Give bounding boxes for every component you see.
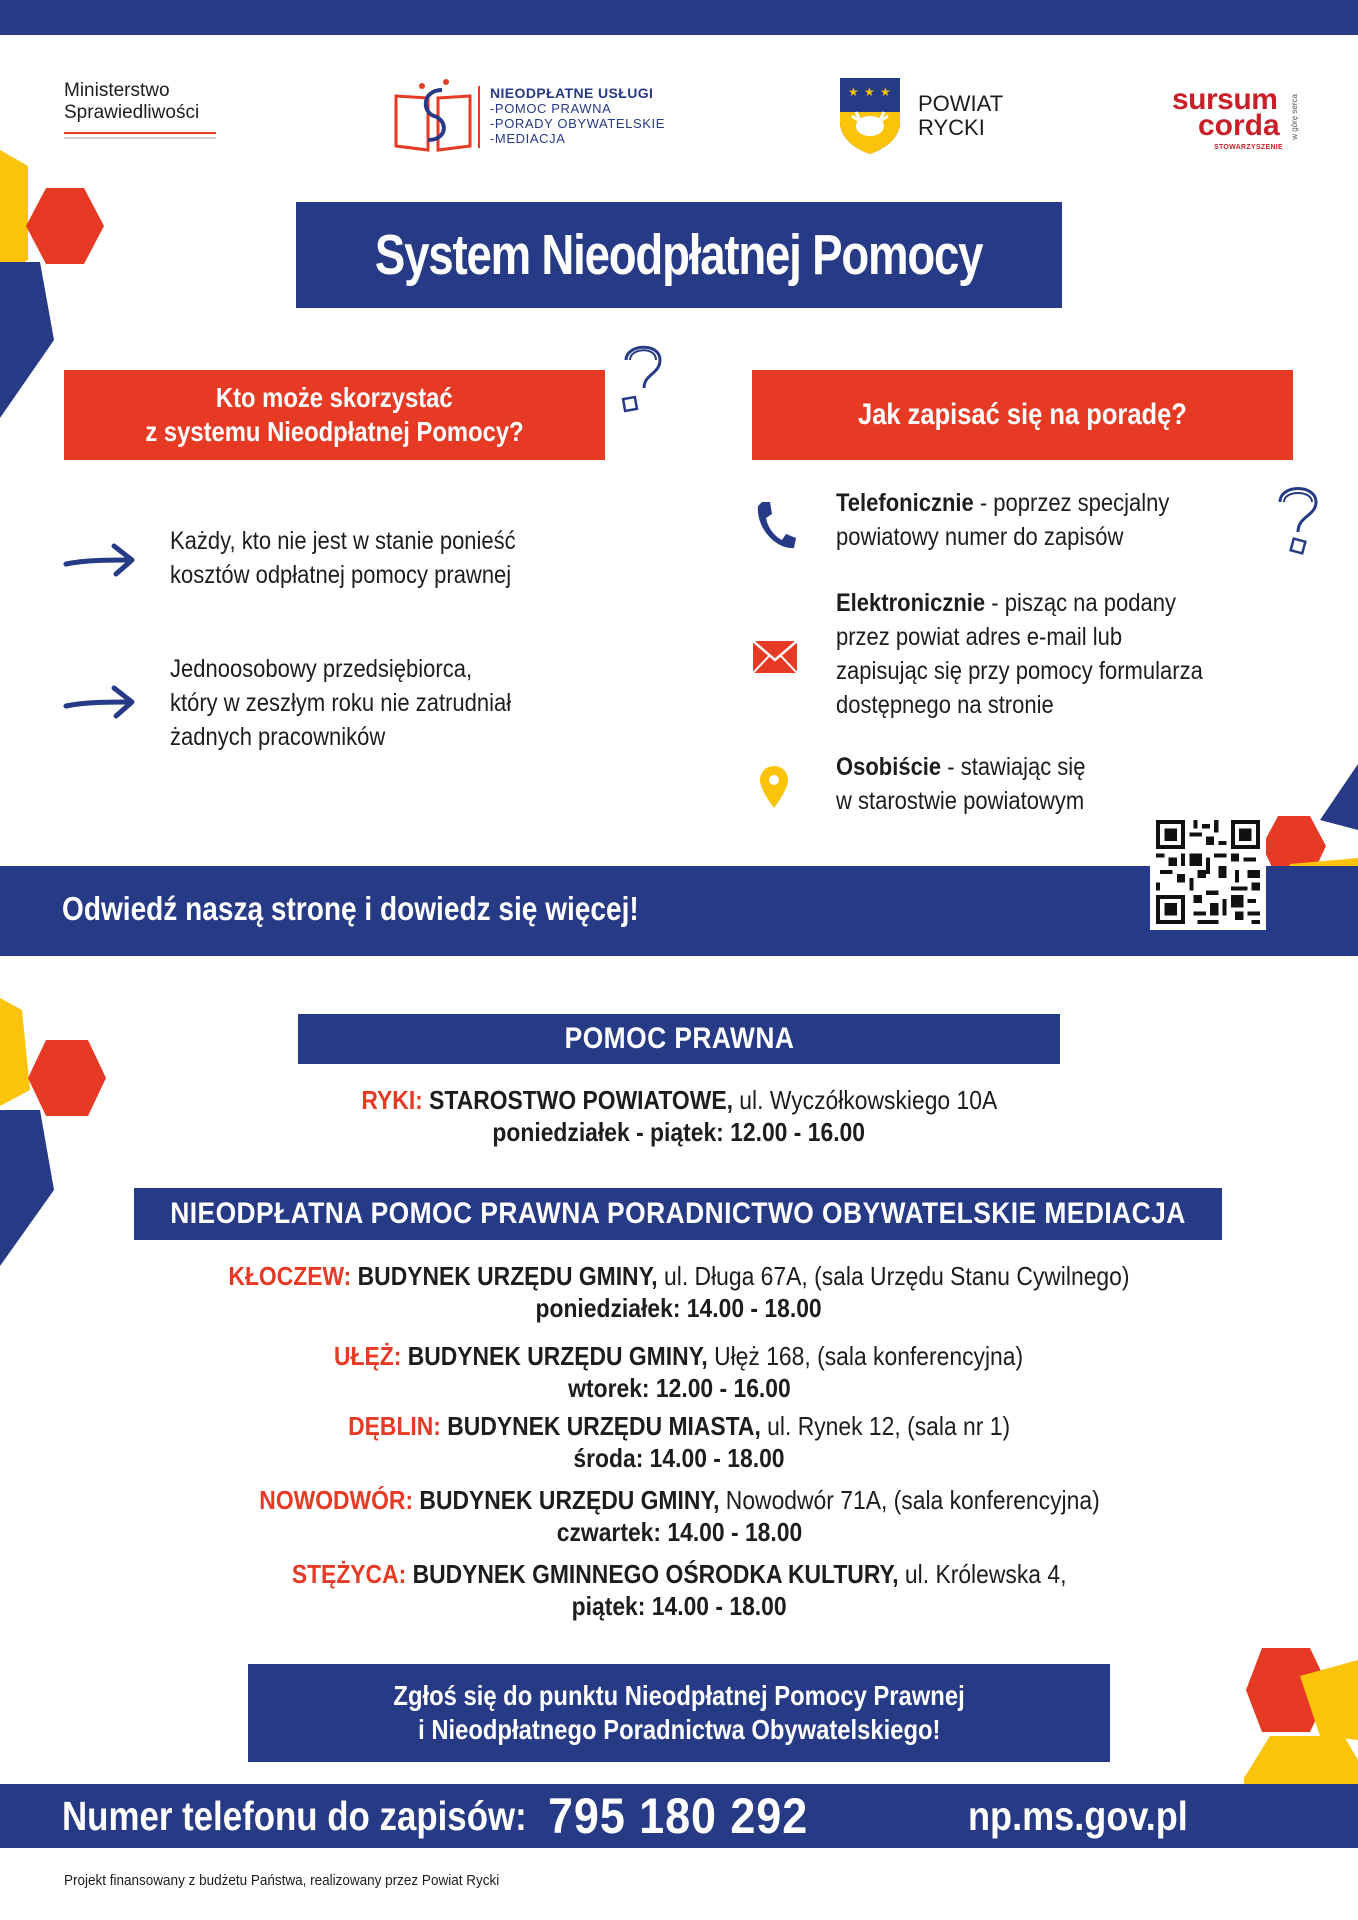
nowodwor-location	[0, 1484, 1358, 1516]
powiat-crest-icon	[838, 76, 902, 154]
how-item-3-bold: Osobiście	[836, 753, 942, 781]
ministry-logo	[64, 80, 224, 142]
powiat-logo-line2: RYCKI	[918, 115, 985, 140]
stezyca-hours	[0, 1590, 1358, 1622]
location-city: RYKI:	[361, 1085, 423, 1115]
how-item-email	[836, 586, 1253, 722]
kloczew-location	[0, 1260, 1358, 1292]
question-mark-icon	[616, 340, 672, 416]
how-to-register-header	[752, 370, 1293, 460]
npp-book-icon	[392, 76, 474, 156]
who-item-2-line1: Jednoosobowy przedsiębiorca,	[170, 655, 473, 683]
ministry-flag-bars	[64, 132, 216, 139]
location-building: BUDYNEK URZĘDU GMINY,	[401, 1341, 709, 1371]
how-item-3-line1: - stawiając się	[941, 753, 1086, 781]
location-hours: czwartek: 14.00 - 18.00	[556, 1517, 802, 1547]
npp-logo	[392, 76, 682, 156]
location-address: Ułęż 168, (sala konferencyjna)	[708, 1341, 1024, 1371]
ministry-logo-line1: Ministerstwo	[64, 80, 170, 101]
who-can-use-header	[64, 370, 605, 460]
uleż-location	[0, 1340, 1358, 1372]
location-address: ul. Długa 67A, (sala Urzędu Stanu Cywilnego)	[657, 1261, 1130, 1291]
qr-code[interactable]	[1150, 814, 1266, 930]
uleż-hours	[0, 1372, 1358, 1404]
nieodplatna-header-text: NIEODPŁATNA POMOC PRAWNA PORADNICTWO OBYWATELSKIE MEDIACJA	[170, 1197, 1186, 1230]
location-building: BUDYNEK URZĘDU GMINY,	[351, 1261, 658, 1291]
pomoc-prawna-header-text: POMOC PRAWNA	[564, 1022, 794, 1055]
how-item-2-line4: dostępnego na stronie	[836, 691, 1054, 719]
location-hours: poniedziałek - piątek: 12.00 - 16.00	[492, 1117, 866, 1147]
who-item-2	[170, 652, 558, 754]
powiat-logo-line1: POWIAT	[918, 91, 1004, 116]
how-item-1-line2: powiatowy numer do zapisów	[836, 523, 1124, 551]
nowodwor-hours	[0, 1516, 1358, 1548]
website-link-text: np.ms.gov.pl	[968, 1793, 1188, 1839]
ryki-hours	[0, 1116, 1358, 1148]
sursum-logo-line1: sursum	[1172, 83, 1278, 116]
ministry-logo-line2: Sprawiedliwości	[64, 102, 200, 123]
location-pin-icon	[758, 764, 790, 810]
location-hours: piątek: 14.00 - 18.00	[571, 1591, 787, 1621]
how-item-2-bold: Elektronicznie	[836, 589, 986, 617]
kloczew-hours	[0, 1292, 1358, 1324]
svg-text:★: ★	[864, 85, 875, 99]
location-city: DĘBLIN:	[348, 1411, 441, 1441]
cta-line1: Zgłoś się do punktu Nieodpłatnej Pomocy Prawnej	[393, 1680, 965, 1711]
sursum-logo-line3: STOWARZYSZENIE	[1214, 144, 1284, 151]
how-item-2-line2: przez powiat adres e-mail lub	[836, 623, 1123, 651]
phone-label-text: Numer telefonu do zapisów:	[62, 1793, 527, 1839]
location-building: BUDYNEK URZĘDU GMINY,	[412, 1485, 719, 1515]
how-item-1-line1: - poprzez specjalny	[973, 489, 1170, 517]
how-item-personal	[836, 750, 1119, 818]
deblin-hours	[0, 1442, 1358, 1474]
footer-note	[64, 1872, 548, 1889]
svg-text:★: ★	[848, 85, 859, 99]
nieodplatna-header	[134, 1188, 1222, 1240]
npp-logo-text	[490, 86, 665, 146]
who-item-1-line2: kosztów odpłatnej pomocy prawnej	[170, 561, 512, 589]
phone-icon	[752, 498, 796, 552]
npp-separator	[478, 86, 480, 148]
how-item-2-line1: - pisząc na podany	[985, 589, 1176, 617]
svg-text:★: ★	[880, 85, 891, 99]
envelope-icon	[752, 640, 798, 674]
website-strip-text	[62, 890, 741, 928]
ryki-location	[0, 1084, 1358, 1116]
who-item-1	[170, 524, 563, 592]
location-building: BUDYNEK GMINNEGO OŚRODKA KULTURY,	[406, 1559, 899, 1589]
page-title: System Nieodpłatnej Pomocy	[375, 223, 983, 287]
who-item-2-line3: żadnych pracowników	[170, 723, 386, 751]
qr-code-icon	[1156, 820, 1260, 924]
npp-logo-line4: -MEDIACJA	[490, 131, 566, 146]
location-hours: poniedziałek: 14.00 - 18.00	[535, 1293, 823, 1323]
npp-logo-line2: -POMOC PRAWNA	[490, 101, 612, 116]
location-hours: środa: 14.00 - 18.00	[573, 1443, 785, 1473]
location-city: STĘŻYCA:	[291, 1559, 407, 1589]
location-building: STAROSTWO POWIATOWE,	[428, 1085, 733, 1115]
deblin-location	[0, 1410, 1358, 1442]
stezyca-location	[0, 1558, 1358, 1590]
phone-number[interactable]	[548, 1784, 837, 1848]
sursum-logo-line2: corda	[1198, 109, 1280, 142]
cta-line2: i Nieodpłatnego Poradnictwa Obywatelskiego!	[417, 1714, 941, 1745]
sursum-corda-logo	[1172, 83, 1302, 156]
npp-logo-line1: NIEODPŁATNE USŁUGI	[490, 85, 654, 101]
cta-box	[248, 1664, 1110, 1762]
who-header-line2: z systemu Nieodpłatnej Pomocy?	[145, 416, 524, 447]
location-city: KŁOCZEW:	[228, 1261, 352, 1291]
location-address: ul. Rynek 12, (sala nr 1)	[760, 1411, 1010, 1441]
top-bar	[0, 0, 1358, 35]
phone-number-text: 795 180 292	[548, 1788, 809, 1844]
question-mark-icon	[1272, 480, 1324, 560]
website-strip-label: Odwiedź naszą stronę i dowiedz się więcej!	[62, 890, 639, 927]
location-city: NOWODWÓR:	[258, 1485, 413, 1515]
how-item-1-bold: Telefonicznie	[836, 489, 974, 517]
arrow-right-icon	[62, 684, 136, 720]
powiat-logo-text	[918, 92, 1003, 140]
how-header-text: Jak zapisać się na poradę?	[858, 398, 1187, 431]
how-item-2-line3: zapisując się przy pomocy formularza	[836, 657, 1203, 685]
how-item-3-line2: w starostwie powiatowym	[836, 787, 1085, 815]
location-building: BUDYNEK URZĘDU MIASTA,	[440, 1411, 761, 1441]
location-city: UŁĘŻ:	[334, 1341, 402, 1371]
who-item-1-line1: Każdy, kto nie jest w stanie ponieść	[170, 527, 516, 555]
who-item-2-line2: który w zeszłym roku nie zatrudniał	[170, 689, 512, 717]
npp-logo-line3: -PORADY OBYWATELSKIE	[490, 116, 666, 131]
phone-label	[62, 1790, 609, 1842]
pomoc-prawna-header	[298, 1014, 1060, 1064]
location-hours: wtorek: 12.00 - 16.00	[567, 1373, 791, 1403]
footer-note-text: Projekt finansowany z budżetu Państwa, realizowany przez Powiat Rycki	[64, 1872, 500, 1889]
title-banner	[296, 202, 1062, 308]
who-header-line1: Kto może skorzystać	[216, 382, 453, 413]
powiat-logo	[838, 76, 1018, 156]
arrow-right-icon	[62, 542, 136, 578]
location-address: Nowodwór 71A, (sala konferencyjna)	[718, 1485, 1100, 1515]
location-address: ul. Wyczółkowskiego 10A	[732, 1085, 997, 1115]
sursum-logo-line4: w górę serca	[1290, 94, 1299, 140]
how-item-phone	[836, 486, 1215, 554]
location-address: ul. Królewska 4,	[898, 1559, 1067, 1589]
website-link[interactable]	[968, 1790, 1218, 1842]
